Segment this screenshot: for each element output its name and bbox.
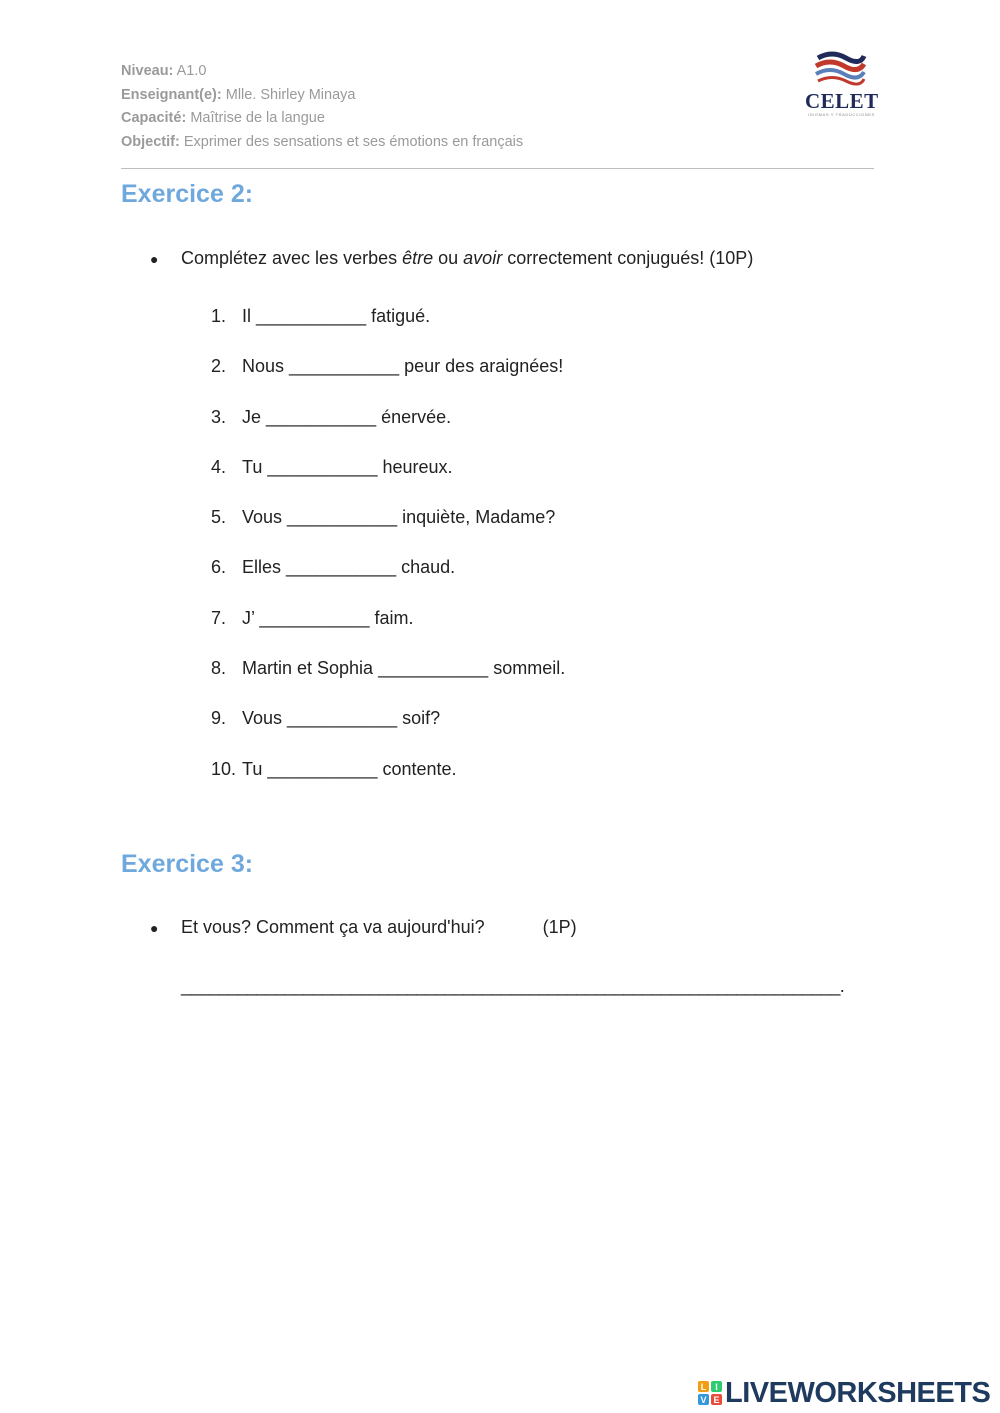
item-text[interactable]: J’ ___________ faim.: [242, 607, 414, 628]
item-number: 2.: [211, 356, 227, 377]
exercise2-list: [211, 306, 565, 809]
list-item: [211, 759, 565, 809]
enseignant-row: [121, 84, 523, 108]
capacite-value: Maîtrise de la langue: [190, 110, 325, 126]
item-number: 10.: [211, 758, 237, 779]
enseignant-value: Mlle. Shirley Minaya: [225, 86, 356, 103]
exercise2-title: Exercice 2:: [121, 180, 254, 208]
item-text[interactable]: Tu ___________ heureux.: [242, 456, 453, 477]
instruction-etre: être: [402, 248, 434, 268]
grid-letter: L: [698, 1381, 709, 1392]
enseignant-label: Enseignant(e):: [121, 86, 222, 103]
header-meta: [121, 60, 523, 154]
objectif-value: Exprimer des sensations et ses émotions en français: [183, 133, 524, 150]
liveworksheets-logo: [698, 1378, 990, 1408]
item-text[interactable]: Vous ___________ inquiète, Madame?: [242, 507, 556, 528]
niveau-row: [121, 60, 523, 84]
grid-letter: E: [711, 1394, 722, 1405]
objectif-label: Objectif:: [121, 133, 180, 150]
list-item: [211, 457, 565, 507]
objectif-row: [121, 131, 523, 155]
item-number: 1.: [211, 306, 227, 326]
header-divider: [121, 168, 874, 169]
list-item: [211, 407, 565, 457]
list-item: [211, 658, 565, 708]
capacite-label: Capacité:: [121, 110, 187, 126]
bullet-icon: ●: [150, 251, 159, 267]
instruction-text-mid: ou: [433, 248, 464, 268]
bullet-icon: ●: [150, 920, 159, 936]
question-points: (1P): [542, 917, 577, 937]
list-item: [211, 507, 565, 557]
grid-letter: V: [698, 1394, 709, 1405]
niveau-label: Niveau:: [121, 63, 174, 79]
celet-logo: [800, 50, 884, 120]
capacite-row: [121, 107, 523, 131]
grid-letter: I: [711, 1381, 722, 1392]
item-number: 4.: [211, 456, 227, 477]
instruction-avoir: avoir: [463, 248, 503, 268]
item-text[interactable]: Martin et Sophia ___________ sommeil.: [242, 658, 566, 679]
item-number: 9.: [211, 708, 227, 729]
item-number: 3.: [211, 406, 227, 427]
exercise2-instruction: [150, 248, 753, 269]
logo-name: CELET: [805, 89, 879, 113]
flag-waves-icon: [800, 50, 884, 90]
item-text[interactable]: Elles ___________ chaud.: [242, 557, 456, 578]
list-item: [211, 356, 565, 406]
question-text: Et vous? Comment ça va aujourd'hui?: [181, 917, 485, 937]
logo-tagline: IDIOMAS Y TRADUCCIONES: [808, 112, 875, 117]
item-text[interactable]: Vous ___________ soif?: [242, 708, 441, 729]
item-text[interactable]: Tu ___________ contente.: [242, 758, 457, 779]
exercise3-question: [150, 917, 577, 938]
liveworksheets-grid-icon: [698, 1381, 722, 1405]
item-number: 7.: [211, 607, 227, 628]
item-text[interactable]: Nous ___________ peur des araignées!: [242, 356, 564, 377]
exercise3-title: Exercice 3:: [121, 850, 254, 878]
instruction-text-pre: Complétez avec les verbes: [181, 248, 403, 268]
list-item: [211, 557, 565, 607]
item-number: 5.: [211, 507, 227, 528]
list-item: [211, 306, 565, 356]
item-text[interactable]: Il ___________ fatigué.: [242, 306, 431, 326]
niveau-value: A1.0: [176, 63, 207, 79]
liveworksheets-brand: LIVEWORKSHEETS: [725, 1376, 991, 1409]
item-number: 6.: [211, 557, 227, 578]
list-item: [211, 608, 565, 658]
list-item: [211, 708, 565, 758]
answer-blank[interactable]: ______________________________________________________________________.: [181, 976, 845, 996]
item-text[interactable]: Je ___________ énervée.: [242, 406, 452, 427]
instruction-text-post: correctement conjugués! (10P): [502, 248, 754, 268]
item-number: 8.: [211, 658, 227, 679]
